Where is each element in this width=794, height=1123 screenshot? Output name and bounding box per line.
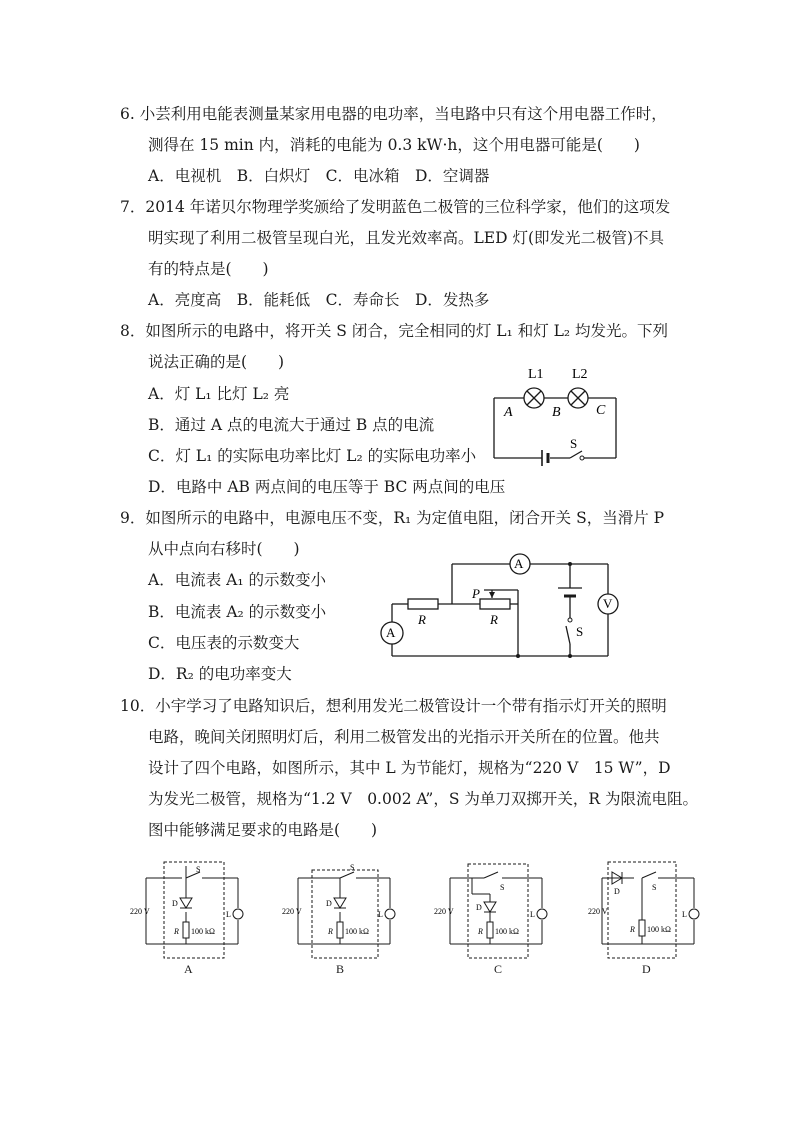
circuit-option-d: [584, 858, 702, 962]
label-a: A: [504, 405, 513, 420]
q8-option-a: A．灯 L₁ 比灯 L₂ 亮: [148, 385, 290, 403]
resistor-icon: [337, 922, 343, 938]
q8-line-2: 说法正确的是( ): [148, 353, 285, 371]
svg-text:D: D: [326, 899, 332, 908]
q10-line-1: 10．小宇学习了电路知识后，想利用发光二极管设计一个带有指示灯开关的照明: [120, 697, 667, 715]
svg-text:R: R: [630, 925, 635, 934]
switch-icon: [566, 626, 570, 644]
q10-line-5: 图中能够满足要求的电路是( ): [148, 821, 378, 839]
q7-line-3: 有的特点是( ): [148, 260, 269, 278]
q7-line-2: 明实现了利用二极管呈现白光，且发光效率高。LED 灯(即发光二极管)不具: [148, 229, 665, 247]
q9-line-2: 从中点向右移时( ): [148, 540, 300, 558]
svg-text:D: D: [476, 903, 482, 912]
label-b: B: [552, 405, 561, 420]
lamp-icon: [385, 909, 395, 919]
svg-text:L: L: [682, 910, 687, 919]
svg-text:R: R: [328, 927, 333, 936]
circuit-option-a: [128, 858, 246, 962]
label-s: S: [576, 624, 584, 639]
q8-line-1: 8．如图所示的电路中，将开关 S 闭合，完全相同的灯 L₁ 和灯 L₂ 均发光。下列: [120, 322, 669, 340]
caption-a: A: [184, 962, 193, 976]
caption-c: C: [494, 962, 503, 976]
label-r1: R: [418, 612, 426, 627]
q9-line-1: 9．如图所示的电路中，电源电压不变，R₁ 为定值电阻，闭合开关 S，当滑片 P: [120, 509, 665, 527]
q6-line-1: 6. 小芸利用电能表测量某家用电器的电功率，当电路中只有这个用电器工作时，: [120, 105, 667, 123]
label-v: V: [603, 596, 613, 611]
q10-line-3: 设计了四个电路，如图所示，其中 L 为节能灯，规格为“220 V 15 W”，D: [148, 759, 671, 777]
q9-option-d: D．R₂ 的电功率变大: [148, 665, 292, 683]
q10-line-4: 为发光二极管，规格为“1.2 V 0.002 A”，S 为单刀双掷开关，R 为限流电阻。: [148, 790, 698, 808]
svg-text:100 kΩ: 100 kΩ: [191, 927, 215, 936]
label-l2: L2: [572, 367, 588, 382]
svg-text:S: S: [196, 865, 201, 874]
label-s: S: [570, 436, 578, 451]
svg-text:S: S: [350, 863, 355, 872]
label-l1: L1: [528, 367, 544, 382]
svg-text:L: L: [226, 910, 231, 919]
q6-options: A．电视机 B．白炽灯 C．电冰箱 D．空调器: [148, 167, 490, 185]
resistor-icon: [639, 920, 645, 936]
lamp-icon: [689, 909, 699, 919]
q9-option-c: C．电压表的示数变大: [148, 634, 300, 652]
q7-options: A．亮度高 B．能耗低 C．寿命长 D．发热多: [148, 291, 490, 309]
q9-option-a: A．电流表 A₁ 的示数变小: [148, 571, 326, 589]
q8-option-d: D．电路中 AB 两点间的电压等于 BC 两点间的电压: [148, 478, 506, 496]
svg-text:D: D: [172, 899, 178, 908]
svg-text:220 V: 220 V: [130, 907, 150, 916]
q6-line-2: 测得在 15 min 内，消耗的电能为 0.3 kW·h，这个用电器可能是( ): [148, 136, 640, 154]
svg-text:100 kΩ: 100 kΩ: [647, 925, 671, 934]
svg-text:L: L: [530, 910, 535, 919]
label-c: C: [596, 403, 606, 418]
svg-text:R: R: [174, 927, 179, 936]
label-p: P: [472, 586, 480, 601]
resistor-icon: [183, 922, 189, 938]
q8-circuit-figure: [486, 362, 626, 470]
svg-text:R: R: [478, 927, 483, 936]
led-icon: [180, 898, 192, 908]
svg-text:220 V: 220 V: [434, 907, 454, 916]
q7-line-1: 7．2014 年诺贝尔物理学奖颁给了发明蓝色二极管的三位科学家，他们的这项发: [120, 198, 671, 216]
svg-text:S: S: [652, 883, 657, 892]
svg-text:S: S: [500, 883, 505, 892]
q10-line-2: 电路，晚间关闭照明灯后，利用二极管发出的光指示开关所在的位置。他共: [148, 728, 660, 746]
caption-d: D: [642, 962, 651, 976]
caption-b: B: [336, 962, 345, 976]
circuit-option-b: [280, 858, 398, 962]
q8-option-c: C．灯 L₁ 的实际电功率比灯 L₂ 的实际电功率小: [148, 447, 477, 465]
svg-text:220 V: 220 V: [282, 907, 302, 916]
rheostat-r2-icon: [480, 599, 510, 609]
label-a1: A: [386, 625, 396, 640]
led-icon: [484, 902, 496, 912]
label-a2: A: [514, 556, 524, 571]
led-icon: [334, 898, 346, 908]
svg-text:100 kΩ: 100 kΩ: [495, 927, 519, 936]
lamp-icon: [233, 909, 243, 919]
label-r2: R: [490, 612, 498, 627]
svg-text:D: D: [614, 887, 620, 896]
resistor-r1-icon: [408, 599, 438, 609]
q9-option-b: B．电流表 A₂ 的示数变小: [148, 603, 327, 621]
q8-option-b: B．通过 A 点的电流大于通过 B 点的电流: [148, 416, 435, 434]
q9-circuit-figure: [372, 548, 634, 670]
svg-text:L: L: [378, 910, 383, 919]
svg-text:100 kΩ: 100 kΩ: [345, 927, 369, 936]
resistor-icon: [487, 922, 493, 938]
circuit-option-c: [432, 858, 550, 962]
lamp-icon: [537, 909, 547, 919]
svg-text:220 V: 220 V: [588, 907, 608, 916]
